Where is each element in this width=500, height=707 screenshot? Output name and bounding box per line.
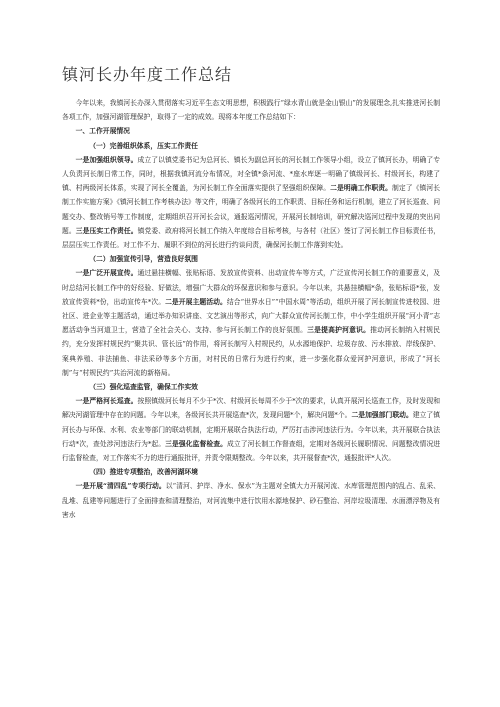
lead-phrase: 一是广泛开展宣传。 bbox=[75, 269, 138, 278]
lead-phrase: 三是提高护河意识。 bbox=[307, 326, 371, 335]
lead-phrase: 二是明确工作职责。 bbox=[330, 184, 392, 193]
subsection-heading: （二）加强宣传引导，营造良好氛围 bbox=[89, 255, 198, 264]
paragraph-text: 以“清河、护岸、净水、保水”为主题对全镇大力开展河流、水库管理范围内的乱占、乱采、乱堆、乱建等问题进行了全面排查和清理整治，对河流集中进行饮用水源地保护、砂石整治、河岸垃圾清理、水面漂浮物及有害水 bbox=[62, 482, 440, 519]
paragraph-text: 镇党委、政府将河长制工作纳入年度综合目标考核，与各村（社区）签订了河长制工作目标责任书，层层压实工作责任。对工作不力、履职不到位的河长进行约谈问责，确保河长制工作落到实处。 bbox=[62, 226, 441, 250]
subsection-heading: （四）推进专项整治，改善河湖环境 bbox=[89, 468, 198, 477]
lead-phrase: 一是加强组织领导。 bbox=[75, 155, 138, 164]
section-heading: 一、工作开展情况 bbox=[75, 127, 130, 136]
paragraph-text: 成立了河长制工作督查组，定期对各级河长履职情况、问题整改情况进行监督检查，对工作落实不力的进行通报批评，并责令限期整改。今年以来，共开展督查*次，通报批评*人次。 bbox=[62, 439, 441, 463]
paragraph-text: 按照镇级河长每月不少于*次、村级河长每周不少于*次的要求，认真开展河长巡查工作，及时发现和解决河湖管理中存在的问题。今年以来，各级河长共开展巡查*次，发现问题*个，解决问题*个。 bbox=[62, 397, 441, 420]
subsection-heading: （一）完善组织体系，压实工作责任 bbox=[89, 141, 198, 150]
subsection-heading: （三）强化巡查监管，确保工作实效 bbox=[89, 383, 198, 392]
paragraph bbox=[62, 266, 440, 380]
lead-phrase: 一是开展“清四乱”专项行动。 bbox=[75, 482, 166, 491]
paragraph bbox=[62, 394, 440, 465]
lead-phrase: 二是开展主题活动。 bbox=[165, 297, 227, 306]
paragraph bbox=[62, 479, 440, 522]
paragraph-text: 通过悬挂横幅、张贴标语、发放宣传资料、出动宣传车等方式，广泛宣传河长制工作的重要意义，及时总结河长制工作中的好经验、好做法，增强广大群众的环保意识和参与意识。今年以来，共悬挂横幅*条，张贴标语*张，发放宣传资料*份，出动宣传车*次。 bbox=[62, 269, 441, 306]
paragraph-text: 结合“世界水日”“中国水周”等活动，组织开展了河长制宣传进校园、进社区、进企业等主题活动，通过举办知识讲座、文艺演出等形式，向广大群众宣传河长制工作，中小学生组织开展“河小青”志愿活动争当河道卫士，营造了全社会关心、支持、参与河长制工作的良好氛围。 bbox=[62, 297, 441, 335]
lead-phrase: 三是压实工作责任。 bbox=[75, 226, 138, 235]
intro-paragraph: 今年以来，我镇河长办深入贯彻落实习近平生态文明思想，积极践行“绿水青山就是金山银山”的发展理念,扎实推进河长制各项工作，加强河湖管理保护，取得了一定的成效。现将本年度工作总结如下： bbox=[62, 99, 440, 122]
paragraph-text: 成立了以镇党委书记为总河长、镇长为副总河长的河长制工作领导小组，设立了镇河长办，明确了专人负责河长制日常工作，同时，根据我镇河流分布情况，对全镇*条河流、*座水库逐一明确了镇级河长、村级河长，构建了镇、村两级河长体系，实现了河长全覆盖，为河长制工作全面落实提供了坚强组织保障。 bbox=[62, 155, 441, 193]
paragraph-text: 推动河长制纳入村规民约，充分发挥村规民约“聚共识、管长远”的作用，将河长制写入村规民约，从水源地保护、垃圾存放、污水排放、岸线保护、案典养殖、非法捕鱼、非法采砂等多个方面，对村民的日常行为进行约束，进一步强化群众爱河护河意识，形成了“河长制”与“村规民约”共治河流的新格局。 bbox=[62, 326, 441, 377]
paragraph-text: 建立了镇河长办与环保、水利、农业等部门的联动机制，定期开展联合执法行动，严厉打击涉河违法行为。今年以来，共开展联合执法行动*次，查处涉河违法行为*起。 bbox=[62, 411, 440, 448]
page-title: 镇河长办年度工作总结 bbox=[62, 65, 233, 84]
lead-phrase: 三是强化监督检查。 bbox=[165, 439, 228, 448]
lead-phrase: 一是严格河长巡查。 bbox=[75, 397, 138, 406]
lead-phrase: 二是加强部门联动。 bbox=[351, 411, 413, 420]
document-body bbox=[62, 96, 440, 522]
paragraph-text: 制定了《镇河长制工作实施方案》《镇河长制工作考核办法》等文件，明确了各级河长的工作职责、目标任务和运行机制，建立了河长巡查、问题交办、整改销号等工作制度，定期组织召开河长会议，通报巡河情况，开展河长制培训，研究解决巡河过程中发现的突出问题。 bbox=[62, 184, 441, 235]
paragraph bbox=[62, 153, 440, 252]
